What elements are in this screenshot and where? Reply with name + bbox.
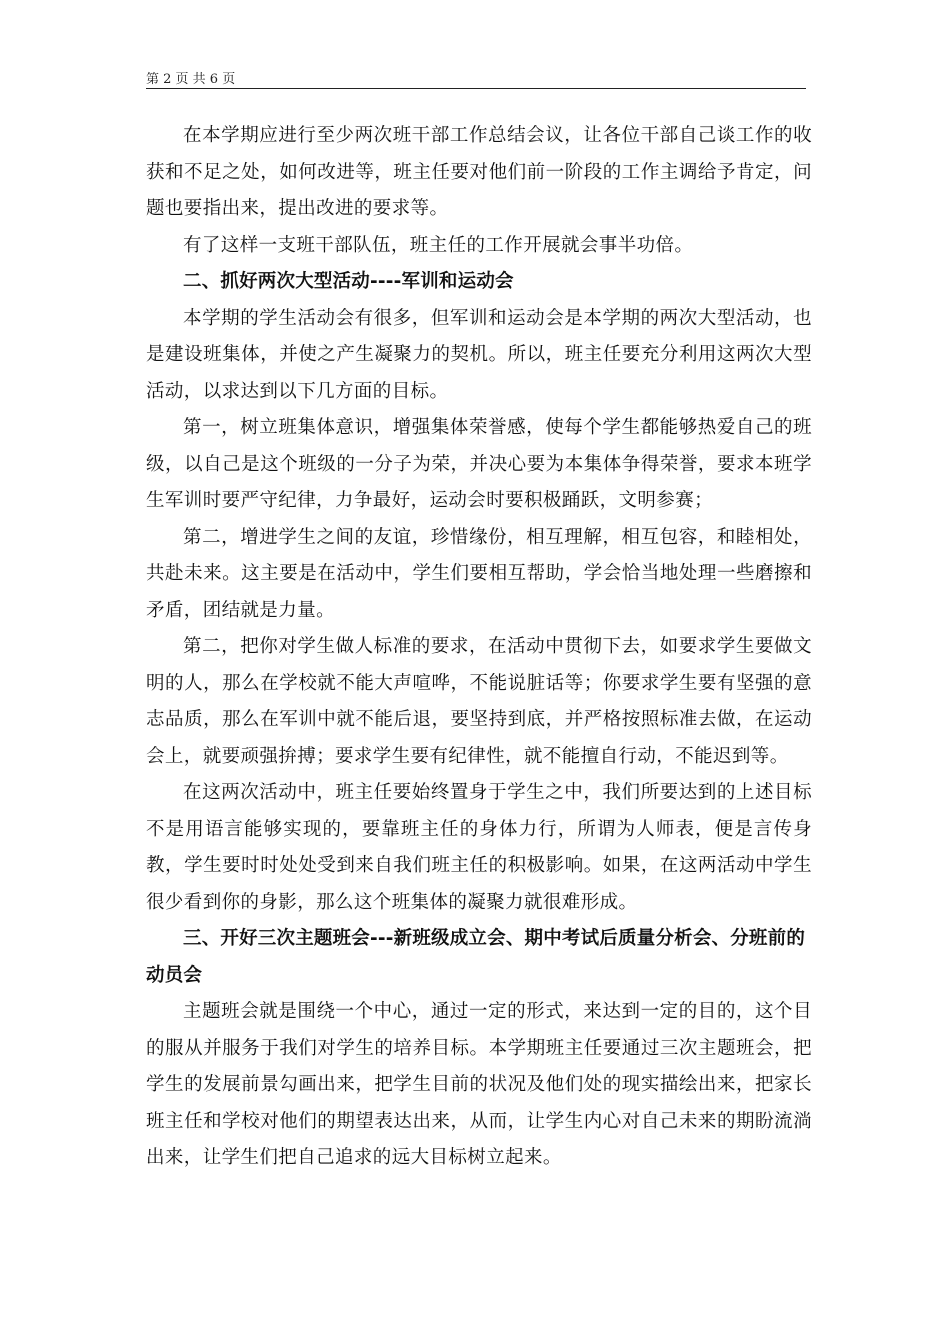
section-heading: 二、抓好两次大型活动----军训和运动会 (183, 271, 514, 292)
paragraph: 主题班会就是围绕一个中心，通过一定的形式，来达到一定的目的，这个目的服从并服务于我们对学生的培养目标。本学期班主任要通过三次主题班会，把学生的发展前景勾画出来，把学生目前的状况及他们处的现实描绘出来，把家长班主任和学校对他们的期望表达出来，从而，让学生内心对自己未来的期盼流淌出来，让学生们把自己追求的远大目标树立起来。 (146, 1001, 812, 1168)
section-heading: 三、开好三次主题班会---新班级成立会、期中考试后质量分析会、分班前的动员会 (146, 928, 806, 986)
page-header (146, 68, 806, 89)
document-body (146, 118, 812, 1177)
paragraph: 本学期的学生活动会有很多，但军训和运动会是本学期的两次大型活动，也是建设班集体，并使之产生凝聚力的契机。所以，班主任要充分利用这两次大型活动，以求达到以下几方面的目标。 (146, 307, 812, 402)
paragraph: 第二，增进学生之间的友谊，珍惜缘份，相互理解，相互包容，和睦相处，共赴未来。这主要是在活动中，学生们要相互帮助，学会恰当地处理一些磨擦和矛盾，团结就是力量。 (146, 526, 812, 621)
paragraph: 第二，把你对学生做人标准的要求，在活动中贯彻下去，如要求学生要做文明的人，那么在学校就不能大声喧哗，不能说脏话等；你要求学生要有坚强的意志品质，那么在军训中就不能后退，要坚持到底，并严格按照标准去做，在运动会上，就要顽强拚搏；要求学生要有纪律性，就不能擅自行动，不能迟到等。 (146, 636, 812, 767)
paragraph: 在这两次活动中，班主任要始终置身于学生之中，我们所要达到的上述目标不是用语言能够实现的，要靠班主任的身体力行，所谓为人师表，便是言传身教，学生要时时处处受到来自我们班主任的积极影响。如果，在这两活动中学生很少看到你的身影，那么这个班集体的凝聚力就很难形成。 (146, 782, 812, 913)
paragraph: 有了这样一支班干部队伍，班主任的工作开展就会事半功倍。 (183, 234, 694, 256)
paragraph: 第一，树立班集体意识，增强集体荣誉感，使每个学生都能够热爱自己的班级，以自己是这个班级的一分子为荣，并决心要为本集体争得荣誉，要求本班学生军训时要严守纪律，力争最好，运动会时要积极踊跃，文明参赛； (146, 417, 812, 511)
page-number-label: 第 2 页 共 6 页 (146, 72, 236, 87)
paragraph: 在本学期应进行至少两次班干部工作总结会议，让各位干部自己谈工作的收获和不足之处，如何改进等，班主任要对他们前一阶段的工作主调给予肯定，问题也要指出来，提出改进的要求等。 (146, 125, 812, 219)
